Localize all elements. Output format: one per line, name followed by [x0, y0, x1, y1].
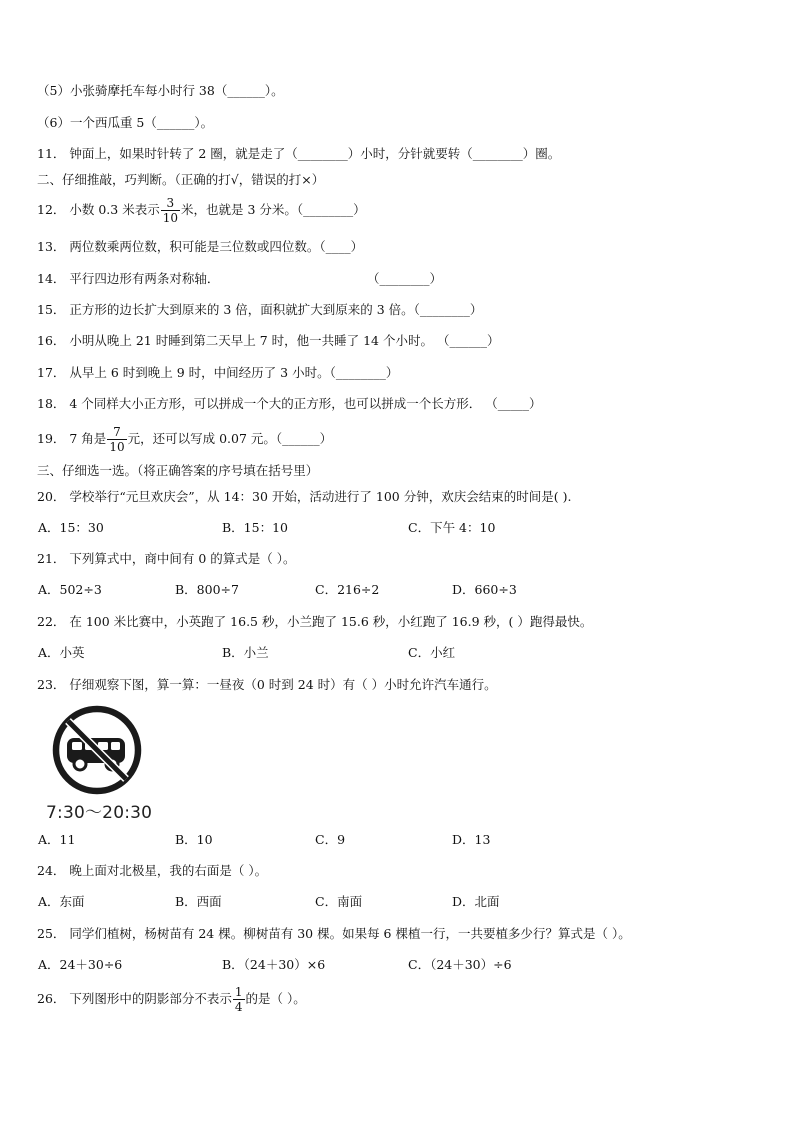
section-2-heading: 二、仔细推敲，巧判断。（正确的打√，错误的打×） — [37, 172, 325, 187]
q26-denominator: 4 — [234, 1000, 243, 1014]
q24-option-b: B．西面 — [175, 894, 222, 909]
q10-5-text: （5）小张骑摩托车每小时行 38（______）。 — [37, 83, 284, 98]
question-13: 13． 两位数乘两位数，积可能是三位数或四位数。（____） — [37, 239, 364, 254]
q24-options — [38, 893, 758, 911]
q19-text-a: 19． 7 角是 — [37, 431, 107, 446]
section-3-heading: 三、仔细选一选。（将正确答案的序号填在括号里） — [37, 463, 319, 478]
question-20: 20． 学校举行“元旦欢庆会”，从 14：30 开始，活动进行了 100 分钟，欢庆会结束的时间是( ). — [37, 489, 572, 504]
q22-option-a: A．小英 — [38, 645, 85, 660]
q12-text-b: 米，也就是 3 分米。（________） — [181, 202, 366, 217]
q26-numerator: 1 — [234, 985, 243, 999]
question-11: 11． 钟面上，如果时针转了 2 圈，就是走了（________）小时，分针就要转（________）圈。 — [37, 146, 561, 161]
question-12 — [37, 192, 366, 228]
question-26 — [37, 981, 306, 1017]
question-16: 16． 小明从晚上 21 时睡到第二天早上 7 时，他一共睡了 14 个小时。 （______） — [37, 333, 500, 348]
q25-option-b: B．（24＋30）×6 — [222, 957, 326, 972]
q26-text-b: 的是（ ）。 — [245, 991, 306, 1006]
question-24: 24． 晚上面对北极星，我的右面是（ ）。 — [37, 863, 268, 878]
q25-option-a: A．24＋30÷6 — [38, 957, 123, 972]
question-15: 15． 正方形的边长扩大到原来的 3 倍，面积就扩大到原来的 3 倍。（________） — [37, 302, 483, 317]
no-bus-icon — [50, 703, 144, 797]
q24-option-a: A．东面 — [38, 894, 85, 909]
q12-fraction — [161, 196, 180, 225]
no-bus-sign — [50, 703, 144, 800]
q19-numerator: 7 — [107, 425, 126, 440]
q14-answer-blank: （________） — [367, 271, 443, 286]
q10-6-text: （6）一个西瓜重 5（______）。 — [37, 115, 214, 130]
q22-options — [38, 644, 758, 662]
q21-option-a: A．502÷3 — [38, 582, 102, 597]
q24-option-d: D．北面 — [452, 894, 500, 909]
q21-option-d: D．660÷3 — [452, 582, 517, 597]
q21-option-b: B．800÷7 — [175, 582, 239, 597]
q12-numerator: 3 — [161, 196, 180, 211]
q12-text-a: 12． 小数 0.3 米表示 — [37, 202, 160, 217]
q25-option-c: C．（24＋30）÷6 — [408, 957, 512, 972]
q20-option-b: B．15：10 — [222, 520, 288, 535]
q21-option-c: C．216÷2 — [315, 582, 380, 597]
question-23: 23． 仔细观察下图，算一算：一昼夜（0 时到 24 时）有（ ）小时允许汽车通行。 — [37, 677, 497, 692]
q26-text-a: 26． 下列图形中的阴影部分不表示 — [37, 991, 232, 1006]
q25-options — [38, 956, 758, 974]
q23-option-c: C．9 — [315, 832, 346, 847]
q23-option-d: D．13 — [452, 832, 491, 847]
q21-options — [38, 581, 758, 599]
question-14: 14． 平行四边形有两条对称轴． — [37, 271, 220, 286]
q20-option-a: A．15：30 — [38, 520, 104, 535]
q19-fraction — [107, 425, 126, 454]
q19-denominator: 10 — [109, 440, 125, 454]
question-21: 21． 下列算式中，商中间有 0 的算式是（ ）。 — [37, 551, 296, 566]
question-22: 22． 在 100 米比赛中，小英跑了 16.5 秒，小兰跑了 15.6 秒，小红跑了 16.9 秒，( ）跑得最快。 — [37, 614, 593, 629]
question-19 — [37, 421, 332, 457]
q23-option-a: A．11 — [38, 832, 76, 847]
q23-options — [38, 831, 758, 849]
q19-text-b: 元，还可以写成 0.07 元。（______） — [127, 431, 333, 446]
q23-option-b: B．10 — [175, 832, 213, 847]
allowed-time-range: 7:30～20:30 — [46, 803, 153, 823]
q20-option-c: C．下午 4：10 — [408, 520, 496, 535]
q24-option-c: C．南面 — [315, 894, 363, 909]
q20-options — [38, 519, 758, 537]
question-17: 17． 从早上 6 时到晚上 9 时，中间经历了 3 小时。（________） — [37, 365, 399, 380]
q26-fraction — [233, 985, 245, 1014]
question-25: 25． 同学们植树，杨树苗有 24 棵。柳树苗有 30 棵。如果每 6 棵植一行，一共要植多少行？算式是（ ）。 — [37, 926, 631, 941]
q12-denominator: 10 — [162, 211, 178, 225]
q22-option-c: C．小红 — [408, 645, 456, 660]
question-18: 18． 4 个同样大小正方形，可以拼成一个大的正方形，也可以拼成一个长方形． （_____） — [37, 396, 542, 411]
q22-option-b: B．小兰 — [222, 645, 269, 660]
